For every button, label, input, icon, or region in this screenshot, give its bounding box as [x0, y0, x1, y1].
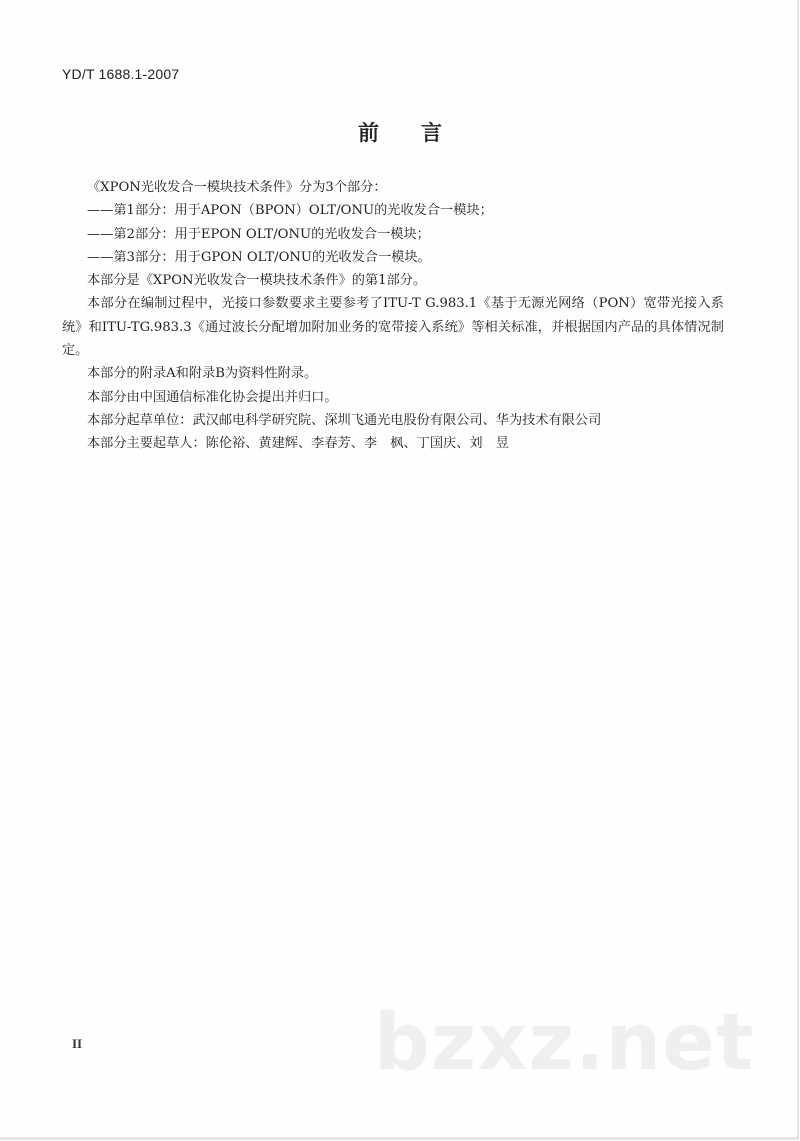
list-item-part-1: ——第1部分：用于APON（BPON）OLT/ONU的光收发合一模块； [87, 203, 493, 219]
page-number: II [72, 1036, 83, 1051]
title-char-1: 前 [358, 121, 379, 145]
paragraph-drafting-units: 本部分起草单位：武汉邮电科学研究院、深圳飞通光电股份有限公司、华为技术有限公司 [87, 412, 602, 428]
paragraph-appendices: 本部分的附录A和附录B为资料性附录。 [87, 366, 318, 382]
standard-code: YD/T 1688.1-2007 [62, 66, 180, 82]
paragraph-proposer: 本部分由中国通信标准化协会提出并归口。 [87, 389, 338, 405]
list-item-part-3: ——第3部分：用于GPON OLT/ONU的光收发合一模块。 [87, 249, 431, 265]
list-item-part-2: ——第2部分：用于EPON OLT/ONU的光收发合一模块； [87, 226, 430, 242]
paragraph-drafters: 本部分主要起草人：陈伦裕、黄建辉、李春芳、李 枫、丁国庆、刘 昱 [87, 436, 509, 452]
paragraph-references: 本部分在编制过程中，光接口参数要求主要参考了ITU-T G.983.1《基于无源光网络（PON）宽带光接入系统》和ITU-TG.983.3《通过波长分配增加附加业务的宽带接入系统》等相关标准，并根据国内产品的具体情况制定。 [62, 296, 724, 359]
foreword-body [62, 176, 724, 456]
paragraph-this-part: 本部分是《XPON光收发合一模块技术条件》的第1部分。 [87, 273, 427, 289]
page-title [0, 117, 800, 147]
paragraph-intro: 《XPON光收发合一模块技术条件》分为3个部分： [87, 180, 387, 195]
watermark-text: bzxz.net [374, 998, 755, 1088]
title-char-2: 言 [421, 121, 442, 145]
